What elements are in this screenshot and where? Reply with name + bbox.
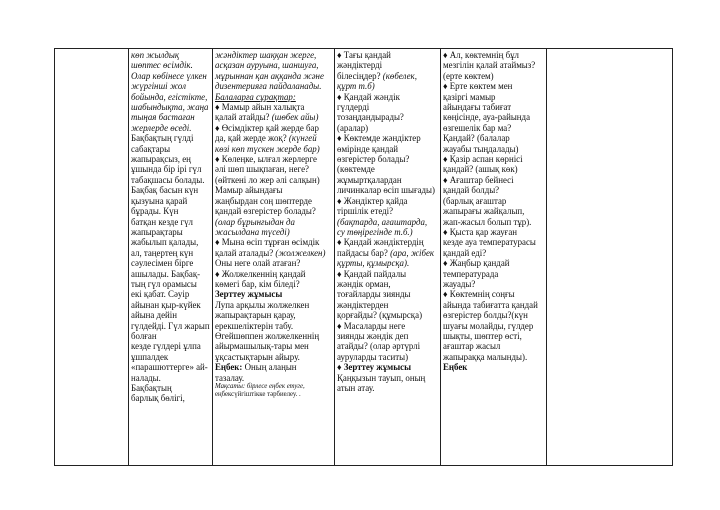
lesson-plan-table [54,48,673,466]
text-line: Лупа арқылы жолжелкен [215,299,310,310]
text-line: Олар көбінесе үлкен [131,70,207,81]
text-line: көмегі бар, кім біледі? [215,278,300,289]
text-line: ♦ Ағаштар бейнесі [443,174,514,185]
text-line: жәндік орман, [337,278,391,289]
text-line: ♦ Ал, көктемнің бұл [443,50,519,60]
text-line: жұмыртқалардан [337,174,402,185]
text-line: қандай? (ашық көк) [443,164,518,175]
text-line: (аралар) [337,122,369,133]
text-line: Бақбақтың гүлді [131,133,194,144]
text-line: табақшасы болады. [131,174,205,185]
text-line: ♦ Қазір аспан көрнісі [443,154,523,165]
text-line: жап-жасыл болып тұр). [443,216,532,227]
text-line: көзі көп түскен жерде бар) [215,143,320,154]
text-line: көп жылдық [131,50,180,60]
text-line: ♦ Ерте көктем мен [443,81,513,92]
table-cell-col-5 [441,49,547,466]
text-line: ♦ Қандай жәндік [337,91,400,102]
table-cell-col-6 [547,49,673,466]
text-line: гүлдейді. Гүл жарып [131,320,210,331]
text-line: атайды? (олар әртүрлі [337,341,421,352]
text-line [337,71,438,81]
text-line: жәндіктер шаққан жерге, [215,50,317,60]
table-cell-col-4 [335,49,441,466]
text-line: дизентерияға пайдаланады. [215,81,322,92]
text-line: ♦ Зерттеу жұмысы [337,362,411,373]
text-line: жапырақсыз, ең [131,154,191,165]
text-line: жапырақтарын қарау, [215,310,296,321]
text-line: ♦ Көктемнің соңғы [443,289,515,300]
text-segment: (шөбек айы) [271,112,319,123]
table-cell-col-1 [55,49,129,466]
text-line: Өгейшөппен жолжелкеннің [215,330,320,341]
text-line: (өйткені ло жер әлі салқын) [215,174,320,185]
text-line: жауабы тыңдалады) [443,143,519,154]
text-segment: (жолжелкен) [275,247,326,258]
text-line: кезде ауа температурасы [443,237,536,248]
text-line: мұрыннан қан аққанда және [215,70,324,81]
text-line: айырмашылық-тары мен [215,341,309,352]
text-line: жауады? [443,278,476,289]
text-line: шөптес өсімдік. [131,60,193,71]
text-line: тазалау. [215,372,245,383]
text-line: бойында, егістікте, [131,91,208,102]
text-line: ұшпалдек [131,351,169,362]
text-segment: білесіңдер? [337,70,383,81]
text-line: ♦ Қыста қар жауған [443,226,518,237]
text-line: көңісінде, ауа-райында [443,112,531,123]
text-line: жасылдана түседі) [215,226,290,237]
text-line [215,362,332,372]
text-line: өзгерістер болды?(күн [443,310,528,321]
text-line: айына дейін [131,310,177,321]
text-line: өмірінде қандай [337,143,399,154]
text-line: тіршілік етеді? [337,206,394,217]
text-line: Қандай? (балалар [443,133,510,144]
text-line: Мамыр айындағы [215,185,283,196]
text-line: «парашюттерге» ай- [131,362,208,373]
text-line: Қаңқызын тауып, оның [337,372,426,383]
text-line: шықты, шөптер өсті, [443,330,522,341]
text-line: тың гүл орамысы [131,278,197,289]
text-line: қандай болды? [443,185,500,196]
text-line: ағаштар жасыл [443,341,501,352]
text-line: Мақсаты: бірлесе еңбек етуге, [215,383,305,390]
text-line: айындағы табиғат [443,102,512,113]
table-cell-col-3 [213,49,335,466]
text-line: тозаңдандырады? [337,112,404,123]
text-line: тоғайларды зиянды [337,289,411,300]
text-line: құрты, құмырсқа). [337,258,410,269]
text-line: ұшында бір ірі гүл [131,164,202,175]
text-segment: (ара, жібек [390,247,435,258]
text-line: (ерте көктем) [443,70,494,81]
text-line: ♦ Масаларды неге [337,320,406,331]
text-segment: Оның алаңын [242,362,297,373]
text-line: болған [131,330,157,341]
text-line: су төңірегінде т.б.) [337,226,413,237]
text-line: (олар бұрынғыдан да [215,216,295,227]
text-line: Бақбақ басын күн [131,185,199,196]
text-line: өзгешелік бар ма? [443,122,512,133]
text-segment: қалай атайды? [215,112,272,123]
table-row [55,49,673,466]
text-line: тыңая бастаған [131,112,195,123]
text-line: Балаларға сұрақтар: [215,91,296,102]
text-line: Зерттеу жұмысы [215,289,283,300]
text-line: ♦ Мамыр айын халықта [215,102,305,113]
text-line: жапыраққа малынды). [443,351,528,362]
text-line: атын атау. [337,383,375,393]
text-line: қызуына қарай [131,195,188,206]
text-line: бұрады. Күн [131,206,179,217]
text-line: жәндіктерден [337,299,389,310]
text-line: қорғайды? (құмырсқа) [337,310,423,321]
text-line: (бақтарда, ағаштарда, [337,216,428,227]
table-cell-col-2 [129,49,213,466]
text-line: өзгерістер болады? [337,154,410,165]
text-line [215,248,332,258]
text-line: ♦ Тағы қандай [337,50,391,60]
text-segment: қалай аталады? [215,247,276,258]
text-segment: да, қай жерде жоқ? [215,133,289,144]
text-segment: (күнгей [288,133,317,144]
text-line: ♦ Қандай пайдалы [337,268,407,279]
text-line: ашылады. Бақбақ- [131,268,201,279]
text-line: айында табиғатта қандай [443,299,538,310]
text-line: асқазан ауруына, шаншуға, [215,60,319,71]
text-line: жерлерде өседі. [131,122,192,133]
text-line: жүргінші жол [131,81,186,92]
text-line: екі қабат. Сәуір [131,289,190,300]
text-line: ♦ Жолжелкеннің қандай [215,268,306,279]
text-line: жабылып қалады, [131,237,199,248]
text-line: қандай еді? [443,247,487,258]
text-line: қазіргі мамыр [443,91,496,102]
text-line: ♦ Көктемде жәндіктер [337,133,421,144]
text-line: ♦ Мына өсіп тұрған өсімдік [215,237,320,248]
text-line: құрт т.б) [337,81,375,92]
text-line: температурада [443,268,499,279]
text-line: әлі шөп шықпаған, неге? [215,164,309,175]
text-line: ерекшеліктерін табу. [215,320,294,331]
text-line: жапырағы жайқалып, [443,206,525,217]
text-line: кезде гүлдері ұлпа [131,341,201,352]
text-line: Еңбек [443,362,468,373]
text-line: жапырақтары [131,226,183,237]
text-line: шабындықта, жаңа [131,102,209,113]
text-line: сәулесімен бірге [131,258,194,269]
text-line: ал, таңертең күн [131,247,194,258]
text-line: қандай өзгерістер болады? [215,206,316,217]
text-line: зиянды жәндік деп [337,330,409,341]
text-line [337,248,438,258]
text-line: (барлық ағаштар [443,195,507,206]
text-line: жәндіктерді [337,60,383,71]
text-line: ♦ Жаңбыр қандай [443,258,510,269]
text-line: мезгілін қалай атаймыз? [443,60,536,71]
text-line: сабақтары [131,143,171,154]
text-segment: Еңбек: [215,362,243,373]
text-line: ♦ Өсімдіктер қай жерде бар [215,122,319,133]
text-line: жаңбырдан соң шөптерде [215,195,313,206]
text-line: гүлдерді [337,102,370,113]
text-segment: (көбелек, [382,70,417,81]
text-line: налады. [131,372,161,383]
text-line: Оны неге олай атаған? [215,258,301,269]
text-segment: пайдасы бар? [337,247,391,258]
text-line: ұқсастықтарын айыру. [215,351,300,362]
text-line [215,112,332,122]
text-line: Бақбақтың [131,383,172,393]
text-line: личинкалар өсіп шығады) [337,185,435,196]
text-line: шуағы молайды, гүлдер [443,320,534,331]
text-line: ♦ Қандай жәндіктердің [337,237,424,248]
text-line: ауруларды таситы) [337,351,409,362]
text-line: ♦ Көлеңке, ылғал жерлерге [215,154,317,165]
text-line: барлық бөлігі, [131,393,185,404]
text-line: айынан қыр-күйек [131,299,201,310]
text-line: ♦ Жәндіктер қайда [337,195,408,206]
text-line [215,133,332,143]
text-line: (көктемде [337,164,375,175]
text-line: еңбексүйгіштікке тәрбиелеу. . [215,391,301,398]
text-line: батқан кезде гүл [131,216,193,227]
